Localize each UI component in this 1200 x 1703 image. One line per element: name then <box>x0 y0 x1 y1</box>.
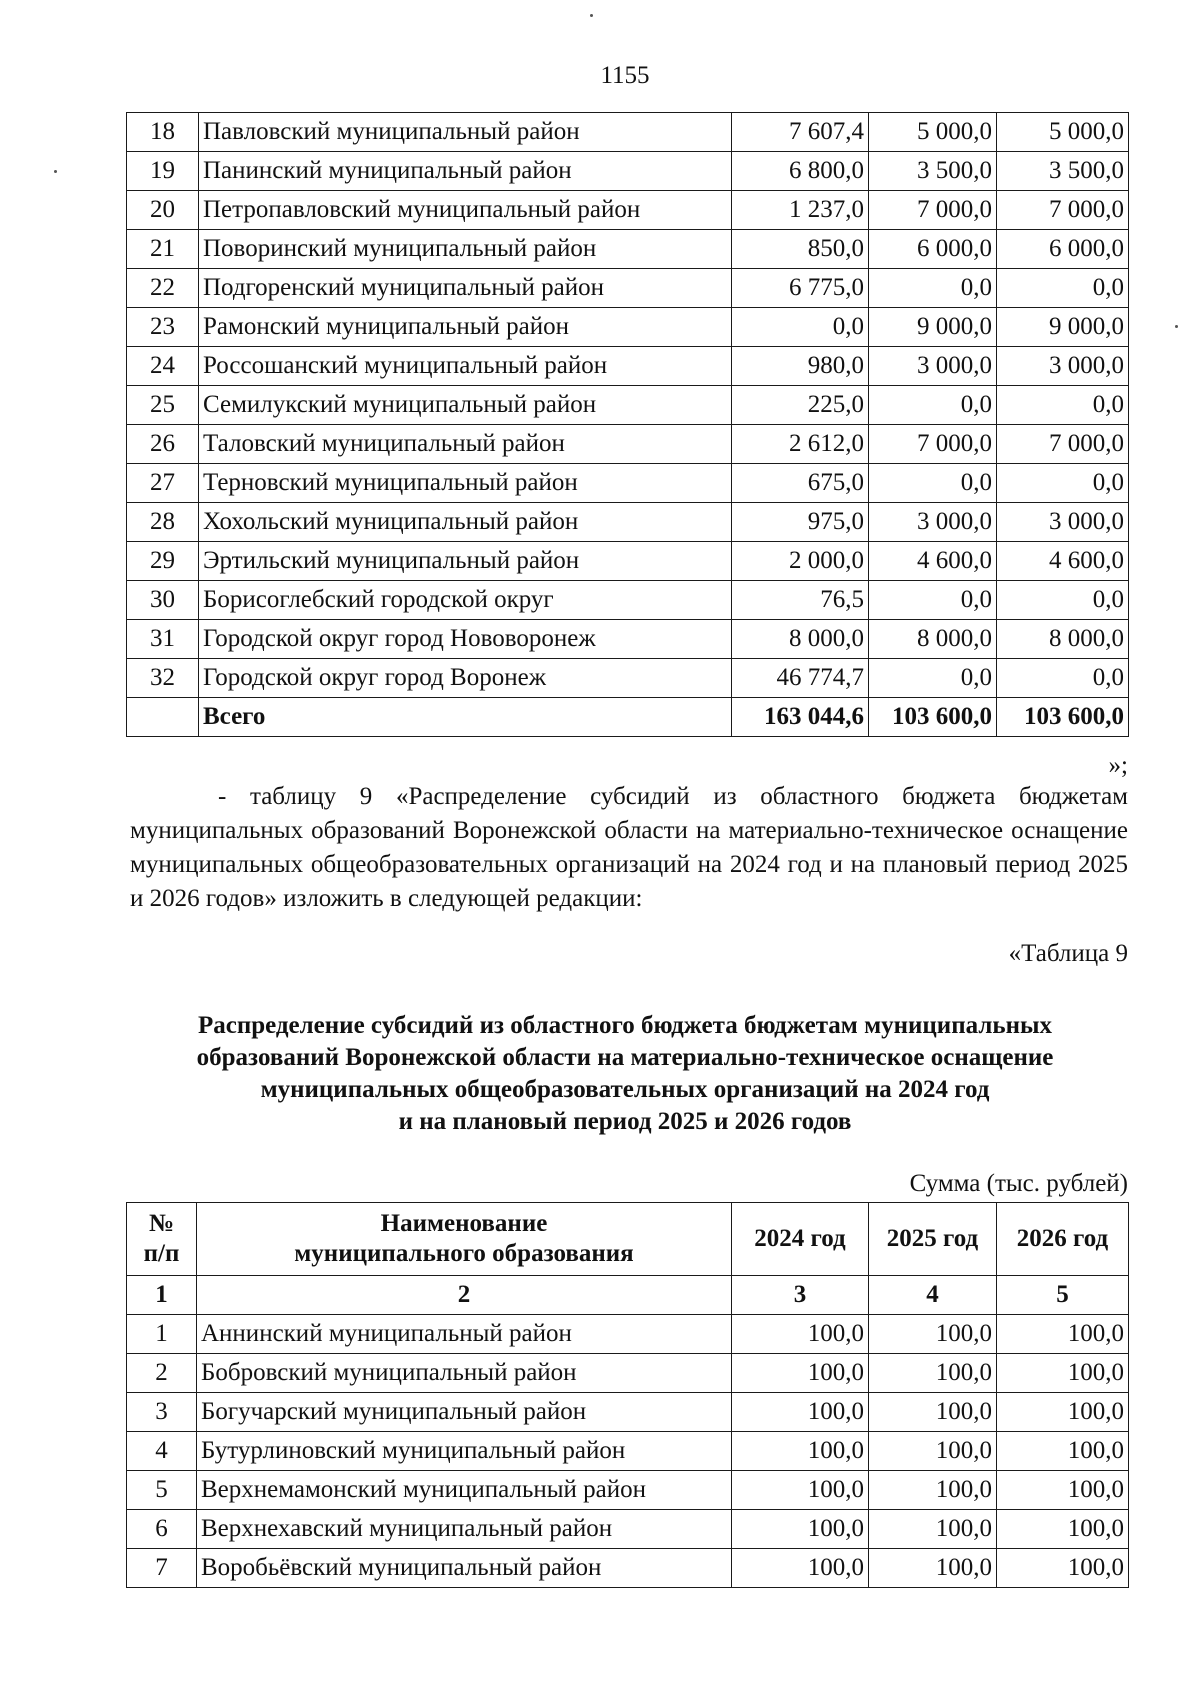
row-number: 30 <box>127 581 199 620</box>
total-row <box>127 698 1129 737</box>
table-row <box>127 152 1129 191</box>
value-2024: 225,0 <box>732 386 869 425</box>
value-2025: 0,0 <box>869 464 997 503</box>
heading-line: образований Воронежской области на материально-техническое оснащение <box>196 1044 1054 1071</box>
table-label: «Таблица 9 <box>1008 940 1128 967</box>
value-2025: 0,0 <box>869 659 997 698</box>
table-row <box>127 581 1129 620</box>
page-number: 1155 <box>600 62 650 89</box>
header-name-line1: Наименование <box>380 1210 548 1237</box>
total-2024: 163 044,6 <box>732 698 869 737</box>
value-2025: 100,0 <box>869 1432 997 1471</box>
value-2024: 2 612,0 <box>732 425 869 464</box>
value-2026: 3 000,0 <box>997 347 1129 386</box>
row-number: 28 <box>127 503 199 542</box>
value-2024: 6 800,0 <box>732 152 869 191</box>
value-2026: 100,0 <box>997 1354 1129 1393</box>
header-num <box>127 1203 197 1276</box>
value-2026: 7 000,0 <box>997 191 1129 230</box>
value-2025: 100,0 <box>869 1393 997 1432</box>
value-2025: 100,0 <box>869 1354 997 1393</box>
row-number: 27 <box>127 464 199 503</box>
table-row <box>127 113 1129 152</box>
header-num-line2: п/п <box>143 1240 180 1267</box>
column-number: 3 <box>732 1276 869 1315</box>
row-number: 20 <box>127 191 199 230</box>
municipality-name: Бутурлиновский муниципальный район <box>197 1432 732 1471</box>
municipality-name: Аннинский муниципальный район <box>197 1315 732 1354</box>
value-2024: 8 000,0 <box>732 620 869 659</box>
table-row <box>127 542 1129 581</box>
value-2024: 7 607,4 <box>732 113 869 152</box>
header-2024: 2024 год <box>732 1203 869 1276</box>
municipality-name: Хохольский муниципальный район <box>199 503 732 542</box>
header-row <box>127 1203 1129 1276</box>
value-2025: 7 000,0 <box>869 191 997 230</box>
value-2024: 100,0 <box>732 1315 869 1354</box>
row-number: 32 <box>127 659 199 698</box>
table-row <box>127 464 1129 503</box>
value-2026: 0,0 <box>997 581 1129 620</box>
value-2026: 5 000,0 <box>997 113 1129 152</box>
value-2026: 100,0 <box>997 1432 1129 1471</box>
row-number: 19 <box>127 152 199 191</box>
value-2026: 4 600,0 <box>997 542 1129 581</box>
municipality-name: Верхнемамонский муниципальный район <box>197 1471 732 1510</box>
table-row <box>127 1393 1129 1432</box>
municipality-name: Воробьёвский муниципальный район <box>197 1549 732 1588</box>
municipality-name: Таловский муниципальный район <box>199 425 732 464</box>
scan-speck <box>54 170 57 173</box>
row-number: 3 <box>127 1393 197 1432</box>
row-number: 18 <box>127 113 199 152</box>
value-2025: 0,0 <box>869 269 997 308</box>
table-heading <box>100 1010 1150 1138</box>
municipality-name: Богучарский муниципальный район <box>197 1393 732 1432</box>
row-number: 2 <box>127 1354 197 1393</box>
table-row <box>127 1354 1129 1393</box>
municipality-name: Бобровский муниципальный район <box>197 1354 732 1393</box>
row-number: 1 <box>127 1315 197 1354</box>
table-row <box>127 1549 1129 1588</box>
table-row <box>127 1510 1129 1549</box>
value-2026: 8 000,0 <box>997 620 1129 659</box>
scan-speck <box>1175 325 1178 328</box>
value-2025: 100,0 <box>869 1315 997 1354</box>
municipality-name: Семилукский муниципальный район <box>199 386 732 425</box>
column-number: 2 <box>197 1276 732 1315</box>
row-number: 4 <box>127 1432 197 1471</box>
value-2026: 100,0 <box>997 1510 1129 1549</box>
value-2026: 6 000,0 <box>997 230 1129 269</box>
value-2026: 100,0 <box>997 1393 1129 1432</box>
value-2025: 9 000,0 <box>869 308 997 347</box>
value-2025: 3 000,0 <box>869 347 997 386</box>
value-2026: 100,0 <box>997 1549 1129 1588</box>
value-2026: 3 000,0 <box>997 503 1129 542</box>
total-num-cell <box>127 698 199 737</box>
value-2024: 46 774,7 <box>732 659 869 698</box>
value-2024: 6 775,0 <box>732 269 869 308</box>
value-2025: 7 000,0 <box>869 425 997 464</box>
table-row <box>127 620 1129 659</box>
value-2025: 3 500,0 <box>869 152 997 191</box>
row-number: 6 <box>127 1510 197 1549</box>
value-2024: 980,0 <box>732 347 869 386</box>
table-row <box>127 191 1129 230</box>
units-label: Сумма (тыс. рублей) <box>909 1170 1128 1197</box>
row-number: 23 <box>127 308 199 347</box>
value-2026: 0,0 <box>997 464 1129 503</box>
total-2026: 103 600,0 <box>997 698 1129 737</box>
row-number: 25 <box>127 386 199 425</box>
row-number: 21 <box>127 230 199 269</box>
value-2024: 100,0 <box>732 1471 869 1510</box>
value-2025: 8 000,0 <box>869 620 997 659</box>
municipality-name: Россошанский муниципальный район <box>199 347 732 386</box>
value-2025: 100,0 <box>869 1549 997 1588</box>
value-2025: 0,0 <box>869 386 997 425</box>
row-number: 5 <box>127 1471 197 1510</box>
municipality-name: Городской округ город Нововоронеж <box>199 620 732 659</box>
amendment-paragraph: - таблицу 9 «Распределение субсидий из областного бюджета бюджетам муниципальных образований Воронежской области на материально-техническое оснащение муниципальных общеобразовательных организаций на 2024 год и на плановый период 2025 и 2026 годов» изложить в следующей редакции: <box>130 783 1128 912</box>
table-row <box>127 386 1129 425</box>
column-number: 4 <box>869 1276 997 1315</box>
municipality-name: Петропавловский муниципальный район <box>199 191 732 230</box>
value-2026: 9 000,0 <box>997 308 1129 347</box>
value-2026: 0,0 <box>997 659 1129 698</box>
header-2025: 2025 год <box>869 1203 997 1276</box>
value-2025: 4 600,0 <box>869 542 997 581</box>
value-2024: 675,0 <box>732 464 869 503</box>
municipality-name: Эртильский муниципальный район <box>199 542 732 581</box>
value-2024: 100,0 <box>732 1393 869 1432</box>
municipality-name: Терновский муниципальный район <box>199 464 732 503</box>
municipality-name: Борисоглебский городской округ <box>199 581 732 620</box>
municipality-name: Панинский муниципальный район <box>199 152 732 191</box>
row-number: 31 <box>127 620 199 659</box>
closing-quote: »; <box>1108 752 1128 779</box>
subsidy-table-9 <box>126 1202 1129 1588</box>
value-2026: 100,0 <box>997 1315 1129 1354</box>
subsidy-table-continued <box>126 112 1129 737</box>
value-2024: 100,0 <box>732 1549 869 1588</box>
row-number: 22 <box>127 269 199 308</box>
row-number: 24 <box>127 347 199 386</box>
column-number-row <box>127 1276 1129 1315</box>
municipality-name: Павловский муниципальный район <box>199 113 732 152</box>
value-2024: 1 237,0 <box>732 191 869 230</box>
table-row <box>127 308 1129 347</box>
heading-line: Распределение субсидий из областного бюджета бюджетам муниципальных <box>197 1012 1053 1039</box>
value-2026: 0,0 <box>997 386 1129 425</box>
table-row <box>127 1432 1129 1471</box>
column-number: 1 <box>127 1276 197 1315</box>
table-row <box>127 347 1129 386</box>
municipality-name: Подгоренский муниципальный район <box>199 269 732 308</box>
value-2026: 3 500,0 <box>997 152 1129 191</box>
heading-line: муниципальных общеобразовательных организаций на 2024 год <box>260 1076 990 1103</box>
table-row <box>127 269 1129 308</box>
municipality-name: Верхнехавский муниципальный район <box>197 1510 732 1549</box>
value-2024: 2 000,0 <box>732 542 869 581</box>
table-row <box>127 1315 1129 1354</box>
value-2026: 7 000,0 <box>997 425 1129 464</box>
municipality-name: Городской округ город Воронеж <box>199 659 732 698</box>
value-2024: 100,0 <box>732 1432 869 1471</box>
value-2025: 100,0 <box>869 1471 997 1510</box>
row-number: 7 <box>127 1549 197 1588</box>
value-2025: 0,0 <box>869 581 997 620</box>
municipality-name: Поворинский муниципальный район <box>199 230 732 269</box>
value-2024: 76,5 <box>732 581 869 620</box>
table-row <box>127 1471 1129 1510</box>
row-number: 29 <box>127 542 199 581</box>
heading-line: и на плановый период 2025 и 2026 годов <box>398 1108 852 1135</box>
value-2026: 100,0 <box>997 1471 1129 1510</box>
table-row <box>127 425 1129 464</box>
table-row <box>127 659 1129 698</box>
header-2026: 2026 год <box>997 1203 1129 1276</box>
table-row <box>127 503 1129 542</box>
value-2024: 0,0 <box>732 308 869 347</box>
value-2024: 100,0 <box>732 1510 869 1549</box>
scan-speck <box>590 14 593 17</box>
value-2025: 5 000,0 <box>869 113 997 152</box>
column-number: 5 <box>997 1276 1129 1315</box>
value-2025: 100,0 <box>869 1510 997 1549</box>
header-name-line2: муниципального образования <box>294 1240 634 1267</box>
value-2026: 0,0 <box>997 269 1129 308</box>
total-label: Всего <box>199 698 732 737</box>
value-2024: 850,0 <box>732 230 869 269</box>
header-num-line1: № <box>148 1210 175 1237</box>
total-2025: 103 600,0 <box>869 698 997 737</box>
value-2025: 3 000,0 <box>869 503 997 542</box>
table-body <box>127 1315 1129 1588</box>
table-body <box>127 113 1129 698</box>
table-row <box>127 230 1129 269</box>
municipality-name: Рамонский муниципальный район <box>199 308 732 347</box>
value-2024: 975,0 <box>732 503 869 542</box>
value-2024: 100,0 <box>732 1354 869 1393</box>
header-name <box>197 1203 732 1276</box>
row-number: 26 <box>127 425 199 464</box>
value-2025: 6 000,0 <box>869 230 997 269</box>
